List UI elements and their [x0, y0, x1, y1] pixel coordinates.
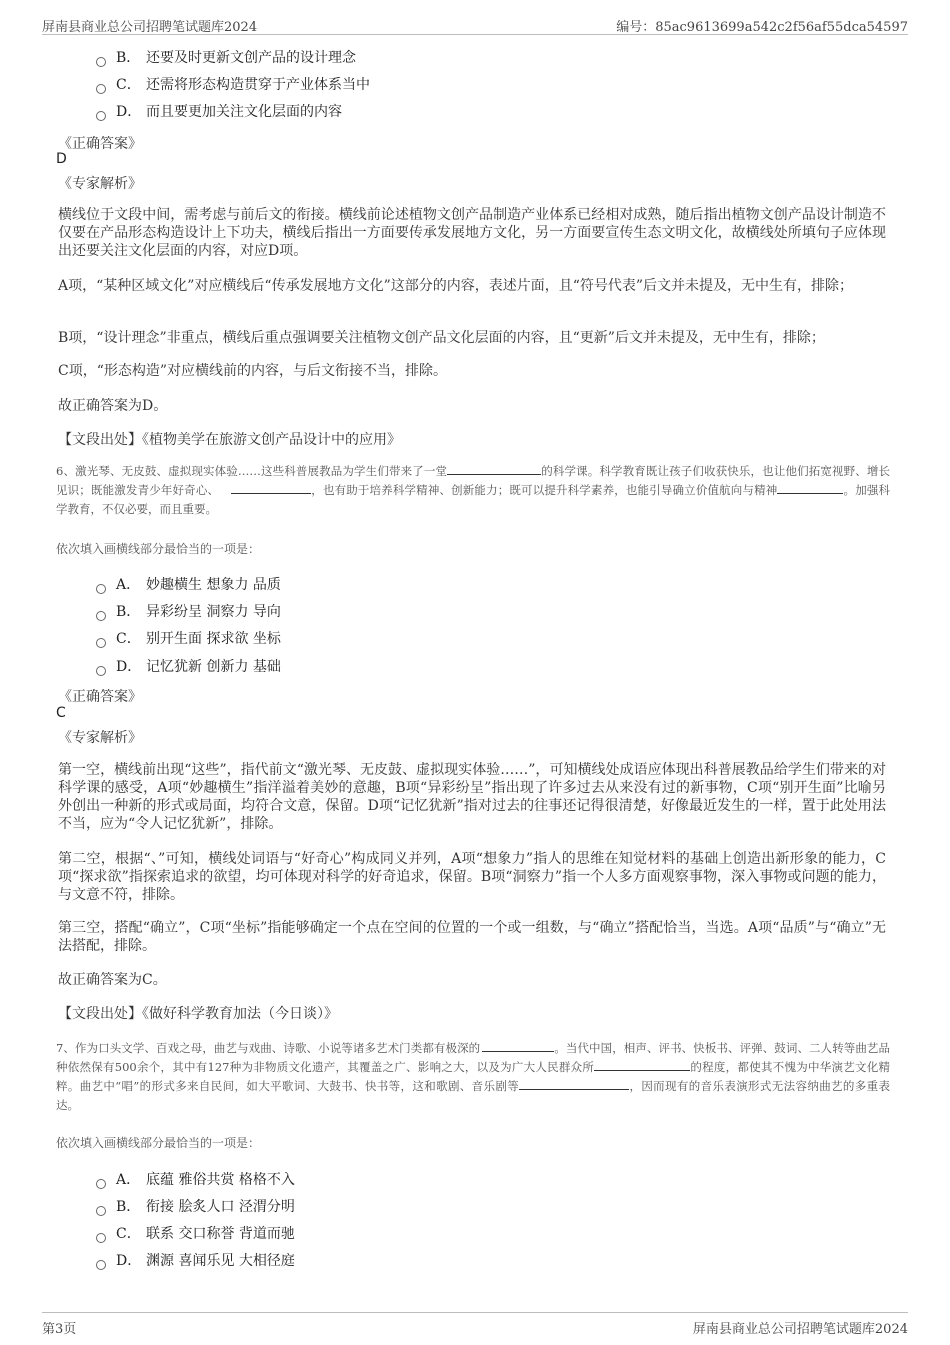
- q5-option-c[interactable]: C． 还需将形态构造贯穿于产业体系当中: [96, 74, 370, 96]
- q6-option-d[interactable]: D． 记忆犹新 创新力 基础: [96, 656, 281, 678]
- q6-prompt: 依次填入画横线部分最恰当的一项是：: [56, 542, 261, 556]
- q5-option-d[interactable]: D． 而且要更加关注文化层面的内容: [96, 101, 342, 123]
- answer-blank: [482, 1039, 554, 1052]
- q6-option-b[interactable]: B． 异彩纷呈 洞察力 导向: [96, 601, 281, 623]
- radio-icon[interactable]: [96, 84, 106, 94]
- q5-analysis-paragraph: C项，“形态构造”对应横线前的内容，与后文衔接不当，排除。: [58, 363, 448, 379]
- q6-analysis-paragraph: 第三空，搭配“确立”，C项“坐标”指能够确定一个点在空间的位置的一个或一组数，与“确立”搭配恰当，当选。A项“品质”与“确立”无法搭配，排除。: [58, 920, 886, 954]
- answer-blank: [447, 462, 541, 475]
- radio-icon[interactable]: [96, 1179, 106, 1189]
- answer-blank: [231, 481, 311, 494]
- radio-icon[interactable]: [96, 1260, 106, 1270]
- answer-blank: [777, 481, 843, 494]
- q5-analysis-paragraph: 横线位于文段中间，需考虑与前后文的衔接。横线前论述植物文创产品制造产业体系已经相对成熟，随后指出植物文创产品设计制造不仅要在产品形态构造设计上下功夫，横线后指出一方面要传承发展地方文化，另一方面要宣传生态文明文化，故横线处所填句子应体现出还要关注文化层面的内容，对应D项。: [58, 207, 886, 259]
- q5-option-b[interactable]: B． 还要及时更新文创产品的设计理念: [96, 47, 356, 69]
- q6-option-a[interactable]: A． 妙趣横生 想象力 品质: [96, 574, 281, 596]
- q7-option-b[interactable]: B． 衔接 脍炙人口 泾渭分明: [96, 1196, 295, 1218]
- q5-analysis-paragraph: B项，“设计理念”非重点，横线后重点强调要关注植物文创产品文化层面的内容，且“更新”后文并未提及，无中生有，排除；: [58, 330, 825, 346]
- q6-answer: C: [56, 705, 66, 721]
- q6-stem: 6、激光琴、无皮鼓、虚拟现实体验……这些科普展教品为学生们带来了一堂 的科学课。科学教育既让孩子们收获快乐，也让他们拓宽视野、增长见识；既能激发青少年好奇心、 ，也有助于培养科学精神、创新能力；既可以提升科学素养，也能引导确立价值航向与精神 。加强科学教育，不仅必要，而且重要。: [56, 464, 891, 516]
- document-id: 编号：85ac9613699a542c2f56af55dca54597: [616, 20, 908, 35]
- radio-icon[interactable]: [96, 611, 106, 621]
- q5-analysis-conclusion: 故正确答案为D。: [58, 398, 168, 414]
- q7-prompt: 依次填入画横线部分最恰当的一项是：: [56, 1136, 261, 1150]
- q5-source: 【文段出处】《植物美学在旅游文创产品设计中的应用》: [58, 432, 401, 448]
- radio-icon[interactable]: [96, 666, 106, 676]
- q6-analysis-paragraph: 第一空，横线前出现“这些”，指代前文“激光琴、无皮鼓、虚拟现实体验……”，可知横线处成语应体现出科普展教品给学生们带来的对科学课的感受，A项“妙趣横生”指洋溢着美妙的意趣，B项“异彩纷呈”指出现了许多过去从来没有过的新事物，C项“别开生面”比喻另外创出一种新的形式或局面，均符合文意，保留。D项“记忆犹新”指对过去的往事还记得很清楚，好像最近发生的一样，置于此处用法不当，应为“令人记忆犹新”，排除。: [58, 762, 886, 832]
- q6-analysis-conclusion: 故正确答案为C。: [58, 972, 167, 988]
- radio-icon[interactable]: [96, 584, 106, 594]
- q6-source: 【文段出处】《做好科学教育加法（今日谈）》: [58, 1006, 338, 1022]
- header-title: 屏南县商业总公司招聘笔试题库2024: [42, 20, 258, 35]
- q6-option-c[interactable]: C． 别开生面 探求欲 坐标: [96, 628, 281, 650]
- q7-stem: 7、作为口头文学、百戏之母，曲艺与戏曲、诗歌、小说等诸多艺术门类都有极深的 。当代中国，相声、评书、快板书、评弹、鼓词、二人转等曲艺品种依然保有500余个，其中有127种为非物质文化遗产，其覆盖之广、影响之大，以及为广大人民群众所 的程度，都使其不愧为中华演艺文化精粹。曲艺中“唱”的形式多来自民间，如大平歌词、大鼓书、快书等，这和歌剧、音乐剧等 ，因而现有的音乐表演形式无法容纳曲艺的多重表达。: [56, 1041, 891, 1112]
- q5-answer: D: [56, 151, 67, 167]
- q6-analysis-tag: 《专家解析》: [58, 730, 142, 746]
- radio-icon[interactable]: [96, 638, 106, 648]
- q7-option-a[interactable]: A． 底蕴 雅俗共赏 格格不入: [96, 1169, 295, 1191]
- radio-icon[interactable]: [96, 1233, 106, 1243]
- page-footer: [42, 1312, 908, 1337]
- q5-answer-tag: 《正确答案》: [58, 136, 142, 152]
- page-header: [42, 12, 908, 35]
- radio-icon[interactable]: [96, 1206, 106, 1216]
- page-number: 第3页: [42, 1322, 77, 1337]
- answer-blank: [594, 1058, 690, 1071]
- footer-title: 屏南县商业总公司招聘笔试题库2024: [692, 1322, 908, 1337]
- q7-option-c[interactable]: C． 联系 交口称誉 背道而驰: [96, 1223, 295, 1245]
- q6-answer-tag: 《正确答案》: [58, 689, 142, 705]
- radio-icon[interactable]: [96, 111, 106, 121]
- q7-option-d[interactable]: D． 渊源 喜闻乐见 大相径庭: [96, 1250, 295, 1272]
- q6-analysis-paragraph: 第二空，根据“、”可知，横线处词语与“好奇心”构成同义并列，A项“想象力”指人的思维在知觉材料的基础上创造出新形象的能力，C项“探求欲”指探索追求的欲望，均可体现对科学的好奇追求，保留。B项“洞察力”指一个人多方面观察事物，深入事物或问题的能力，与文意不符，排除。: [58, 851, 886, 903]
- answer-blank: [519, 1077, 629, 1090]
- radio-icon[interactable]: [96, 57, 106, 67]
- q5-analysis-paragraph: A项，“某种区域文化”对应横线后“传承发展地方文化”这部分的内容，表述片面，且“符号代表”后文并未提及，无中生有，排除；: [58, 278, 854, 294]
- q5-analysis-tag: 《专家解析》: [58, 176, 142, 192]
